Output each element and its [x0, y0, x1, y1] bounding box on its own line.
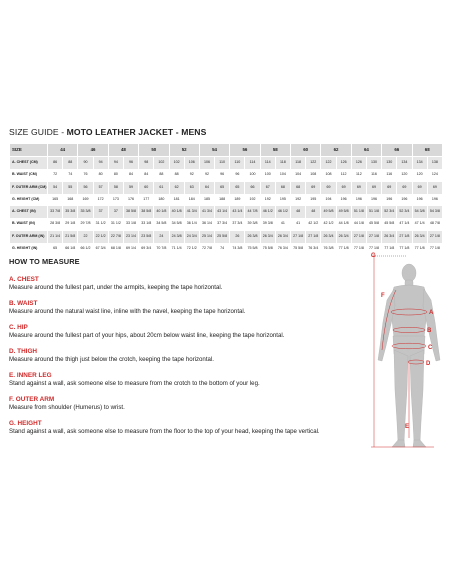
table-cell: 26 3/4	[412, 231, 427, 244]
table-cell: 39 3/8	[260, 218, 275, 231]
table-cell: 41 3/4	[184, 206, 199, 219]
label-a: A	[429, 310, 434, 316]
table-cell: 27 1/8	[291, 231, 306, 244]
table-cell: 65	[230, 182, 245, 195]
table-cell: 189	[230, 194, 245, 207]
table-cell: 25 5/8	[215, 231, 230, 244]
table-cell: 120	[412, 169, 427, 182]
table-cell: 173	[108, 194, 123, 207]
table-cell: 59	[123, 182, 138, 195]
table-cell: 196	[382, 194, 397, 207]
table-cell: 23 1/4	[123, 231, 138, 244]
table-cell: 24 3/8	[169, 231, 184, 244]
table-cell: 42 1/2	[321, 218, 336, 231]
table-cell: 58	[108, 182, 123, 195]
table-row	[10, 231, 443, 244]
section-text: Measure around the fullest part of your hips, about 20cm below waist line, keeping the tape horizontal.	[9, 332, 285, 339]
table-cell: 27 1/8	[306, 231, 321, 244]
table-cell: 94	[93, 157, 108, 170]
body-measurement-figure	[366, 250, 446, 456]
table-cell: 86	[48, 157, 63, 170]
table-cell: 120	[397, 169, 412, 182]
title-prefix: SIZE GUIDE -	[9, 127, 67, 137]
row-label: G. HEIGHT (IN)	[10, 243, 48, 256]
size-header-cell: 44	[48, 144, 78, 157]
row-label: B. WAIST (CM)	[10, 169, 48, 182]
table-cell: 22 1/2	[93, 231, 108, 244]
table-cell: 69	[382, 182, 397, 195]
table-cell: 108	[321, 169, 336, 182]
section-title: D. THIGH	[9, 348, 38, 355]
row-label: B. WAIST (IN)	[10, 218, 48, 231]
table-cell: 33 1/8	[139, 218, 154, 231]
table-cell: 112	[336, 169, 351, 182]
table-cell: 126	[351, 157, 366, 170]
table-cell: 29 1/8	[63, 218, 78, 231]
table-cell: 134	[412, 157, 427, 170]
table-cell: 75 5/8	[260, 243, 275, 256]
table-cell: 26 3/4	[336, 231, 351, 244]
table-cell: 44 1/8	[336, 218, 351, 231]
table-cell: 27 1/8	[427, 231, 442, 244]
measure-section-chest	[9, 276, 365, 292]
section-title: A. CHEST	[9, 276, 39, 283]
table-row	[10, 182, 443, 195]
table-cell: 138	[427, 157, 442, 170]
table-cell: 92	[184, 169, 199, 182]
table-cell: 100	[260, 169, 275, 182]
measure-section-inner-leg	[9, 372, 365, 388]
table-cell: 69	[397, 182, 412, 195]
table-cell: 75 5/8	[291, 243, 306, 256]
table-cell: 26	[230, 231, 245, 244]
table-cell: 35 3/8	[78, 206, 93, 219]
section-text: Measure around the fullest part, under the armpits, keeping the tape horizontal.	[9, 284, 223, 291]
section-title: C. HIP	[9, 324, 28, 331]
row-label: A. CHEST (IN)	[10, 206, 48, 219]
table-cell: 40 1/8	[154, 206, 169, 219]
table-cell: 54 3/8	[427, 206, 442, 219]
size-header-cell: 52	[169, 144, 199, 157]
table-cell: 33 7/8	[48, 206, 63, 219]
table-cell: 72	[48, 169, 63, 182]
table-cell: 29 7/8	[78, 218, 93, 231]
table-cell: 92	[199, 169, 214, 182]
table-cell: 36 1/4	[199, 218, 214, 231]
table-cell: 49 5/8	[336, 206, 351, 219]
table-cell: 71 1/4	[169, 243, 184, 256]
table-cell: 72 7/8	[199, 243, 214, 256]
table-cell: 104	[275, 169, 290, 182]
size-header-cell: 56	[230, 144, 260, 157]
table-cell: 69	[427, 182, 442, 195]
table-cell: 84	[123, 169, 138, 182]
table-row	[10, 206, 443, 219]
table-cell: 69	[412, 182, 427, 195]
table-cell: 26 3/4	[382, 231, 397, 244]
table-cell: 116	[366, 169, 381, 182]
table-cell: 80	[108, 169, 123, 182]
table-cell: 47 1/4	[397, 218, 412, 231]
table-cell: 27 1/8	[366, 231, 381, 244]
table-cell: 110	[230, 157, 245, 170]
table-cell: 180	[154, 194, 169, 207]
table-cell: 100	[245, 169, 260, 182]
section-title: F. OUTER ARM	[9, 396, 55, 403]
table-cell: 177	[139, 194, 154, 207]
table-cell: 94	[108, 157, 123, 170]
table-cell: 72 1/2	[184, 243, 199, 256]
table-cell: 42 1/2	[306, 218, 321, 231]
table-cell: 69	[306, 182, 321, 195]
table-cell: 122	[306, 157, 321, 170]
table-cell: 34 5/8	[169, 218, 184, 231]
section-title: G. HEIGHT	[9, 420, 42, 427]
table-cell: 116	[382, 169, 397, 182]
table-cell: 192	[245, 194, 260, 207]
section-text: Stand against a wall, ask someone else to measure from the floor to the top of your head, keeping the tape vertical.	[9, 428, 320, 435]
table-cell: 77 1/8	[412, 243, 427, 256]
table-cell: 76 3/8	[321, 243, 336, 256]
label-g: G	[371, 253, 376, 259]
size-header-row	[10, 144, 443, 157]
table-cell: 65	[48, 243, 63, 256]
table-cell: 33 1/8	[123, 218, 138, 231]
table-cell: 66 1/8	[63, 243, 78, 256]
measure-section-height	[9, 420, 365, 436]
table-cell: 68	[275, 182, 290, 195]
table-cell: 34 5/8	[154, 218, 169, 231]
table-cell: 112	[351, 169, 366, 182]
table-cell: 74	[215, 243, 230, 256]
table-cell: 41	[275, 218, 290, 231]
section-text: Measure from shoulder (Humerus) to wrist.	[9, 404, 125, 411]
table-cell: 28 3/8	[48, 218, 63, 231]
size-header-cell: 46	[78, 144, 108, 157]
table-cell: 88	[169, 169, 184, 182]
table-cell: 96	[215, 169, 230, 182]
measure-section-outer-arm	[9, 396, 365, 412]
section-text: Measure around the natural waist line, inline with the navel, keeping the tape horizontal.	[9, 308, 246, 315]
table-cell: 76 3/4	[306, 243, 321, 256]
table-cell: 36 1/4	[184, 218, 199, 231]
table-cell: 24	[154, 231, 169, 244]
imperial-size-table	[9, 205, 443, 256]
table-cell: 68	[291, 182, 306, 195]
table-row	[10, 218, 443, 231]
how-to-measure-heading: HOW TO MEASURE	[9, 257, 80, 266]
section-text: Stand against a wall, ask someone else to measure from the crotch to the bottom of your leg.	[9, 380, 260, 387]
size-header-cell: 62	[321, 144, 351, 157]
table-cell: 196	[366, 194, 381, 207]
table-cell: 74	[63, 169, 78, 182]
table-cell: 67	[260, 182, 275, 195]
table-cell: 41	[291, 218, 306, 231]
table-cell: 69 3/4	[139, 243, 154, 256]
table-cell: 45 5/8	[382, 218, 397, 231]
table-cell: 25 1/4	[199, 231, 214, 244]
table-cell: 102	[169, 157, 184, 170]
label-e: E	[405, 424, 410, 430]
measure-section-hip	[9, 324, 365, 340]
section-title: E. INNER LEG	[9, 372, 52, 379]
table-cell: 27 1/8	[397, 231, 412, 244]
label-d: D	[426, 361, 431, 367]
table-cell: 118	[291, 157, 306, 170]
table-cell: 106	[199, 157, 214, 170]
section-text: Measure around the thigh just below the crotch, keeping the tape horizontal.	[9, 356, 214, 363]
table-cell: 96	[230, 169, 245, 182]
table-cell: 90	[78, 157, 93, 170]
table-cell: 77 1/8	[382, 243, 397, 256]
table-cell: 69 1/4	[123, 243, 138, 256]
table-cell: 196	[397, 194, 412, 207]
table-cell: 168	[63, 194, 78, 207]
table-cell: 26 3/4	[275, 231, 290, 244]
label-c: C	[428, 345, 433, 351]
table-cell: 51 1/8	[351, 206, 366, 219]
table-cell: 37	[108, 206, 123, 219]
size-header-cell: 66	[382, 144, 412, 157]
table-cell: 62	[169, 182, 184, 195]
size-header-cell: 60	[291, 144, 321, 157]
table-cell: 104	[291, 169, 306, 182]
label-b: B	[427, 328, 432, 334]
row-label: F. OUTER ARM (IN)	[10, 231, 48, 244]
table-cell: 27 1/8	[351, 231, 366, 244]
table-cell: 88	[63, 157, 78, 170]
table-cell: 41 3/4	[199, 206, 214, 219]
title-main: MOTO LEATHER JACKET - MENS	[66, 127, 207, 137]
table-cell: 26 3/4	[321, 231, 336, 244]
table-cell: 52 3/4	[382, 206, 397, 219]
table-cell: 44 1/8	[351, 218, 366, 231]
row-label: A. CHEST (CM)	[10, 157, 48, 170]
table-cell: 74 3/8	[230, 243, 245, 256]
table-cell: 37 3/4	[230, 218, 245, 231]
label-f: F	[381, 293, 385, 299]
table-cell: 47 1/4	[412, 218, 427, 231]
table-cell: 96	[123, 157, 138, 170]
table-cell: 130	[366, 157, 381, 170]
table-cell: 63	[184, 182, 199, 195]
table-cell: 31 1/2	[108, 218, 123, 231]
table-cell: 22	[78, 231, 93, 244]
table-cell: 21 5/8	[63, 231, 78, 244]
table-cell: 39 3/8	[245, 218, 260, 231]
table-cell: 77 1/8	[336, 243, 351, 256]
table-cell: 68 1/8	[108, 243, 123, 256]
table-cell: 52 3/4	[397, 206, 412, 219]
table-cell: 45 5/8	[366, 218, 381, 231]
table-cell: 108	[306, 169, 321, 182]
table-cell: 61	[154, 182, 169, 195]
table-cell: 184	[184, 194, 199, 207]
table-row	[10, 157, 443, 170]
table-cell: 37 3/4	[215, 218, 230, 231]
table-cell: 122	[321, 157, 336, 170]
table-cell: 114	[260, 157, 275, 170]
table-cell: 56	[78, 182, 93, 195]
table-cell: 165	[48, 194, 63, 207]
table-cell: 54	[48, 182, 63, 195]
table-cell: 172	[93, 194, 108, 207]
table-cell: 196	[351, 194, 366, 207]
page-title	[9, 127, 206, 137]
table-cell: 196	[427, 194, 442, 207]
size-header-cell: 54	[199, 144, 229, 157]
table-cell: 24 3/4	[184, 231, 199, 244]
table-cell: 67 3/4	[93, 243, 108, 256]
table-cell: 57	[93, 182, 108, 195]
table-cell: 176	[123, 194, 138, 207]
table-cell: 88	[154, 169, 169, 182]
table-cell: 43 1/4	[230, 206, 245, 219]
table-cell: 37	[93, 206, 108, 219]
table-cell: 196	[412, 194, 427, 207]
table-cell: 66	[245, 182, 260, 195]
table-row	[10, 169, 443, 182]
table-cell: 169	[78, 194, 93, 207]
table-cell: 106	[184, 157, 199, 170]
table-cell: 48	[306, 206, 321, 219]
table-cell: 185	[199, 194, 214, 207]
table-cell: 69	[321, 182, 336, 195]
table-cell: 26 3/8	[245, 231, 260, 244]
table-cell: 69	[336, 182, 351, 195]
table-cell: 126	[336, 157, 351, 170]
table-cell: 188	[215, 194, 230, 207]
table-cell: 124	[427, 169, 442, 182]
table-cell: 192	[291, 194, 306, 207]
table-cell: 84	[139, 169, 154, 182]
section-title: B. WAIST	[9, 300, 38, 307]
table-cell: 77 1/8	[427, 243, 442, 256]
size-header-label: SIZE	[10, 144, 48, 157]
table-cell: 69	[366, 182, 381, 195]
table-cell: 31 1/2	[93, 218, 108, 231]
size-header-cell: 68	[412, 144, 443, 157]
table-cell: 75 5/8	[245, 243, 260, 256]
table-cell: 49 5/8	[321, 206, 336, 219]
table-cell: 134	[397, 157, 412, 170]
table-cell: 114	[245, 157, 260, 170]
table-cell: 102	[154, 157, 169, 170]
table-cell: 21 1/4	[48, 231, 63, 244]
table-cell: 77 1/8	[351, 243, 366, 256]
table-cell: 65	[215, 182, 230, 195]
table-cell: 118	[275, 157, 290, 170]
table-cell: 77 1/8	[397, 243, 412, 256]
table-cell: 60	[139, 182, 154, 195]
table-cell: 55	[63, 182, 78, 195]
row-label: G. HEIGHT (CM)	[10, 194, 48, 207]
table-cell: 51 1/8	[366, 206, 381, 219]
table-cell: 69	[351, 182, 366, 195]
table-cell: 195	[306, 194, 321, 207]
size-header-cell: 50	[139, 144, 169, 157]
row-label: F. OUTER ARM (CM)	[10, 182, 48, 195]
table-cell: 38 5/8	[123, 206, 138, 219]
table-cell: 192	[260, 194, 275, 207]
table-cell: 38 5/8	[139, 206, 154, 219]
table-cell: 48 7/8	[427, 218, 442, 231]
size-header-cell: 58	[260, 144, 290, 157]
table-cell: 70 7/8	[154, 243, 169, 256]
table-cell: 43 1/4	[215, 206, 230, 219]
table-cell: 196	[336, 194, 351, 207]
table-cell: 80	[93, 169, 108, 182]
table-cell: 181	[169, 194, 184, 207]
table-cell: 110	[215, 157, 230, 170]
table-cell: 66 1/2	[78, 243, 93, 256]
table-cell: 54 3/8	[412, 206, 427, 219]
table-cell: 76	[78, 169, 93, 182]
table-cell: 35 3/8	[63, 206, 78, 219]
table-cell: 23 5/8	[139, 231, 154, 244]
table-cell: 22 7/8	[108, 231, 123, 244]
size-header-cell: 64	[351, 144, 381, 157]
table-cell: 77 1/8	[366, 243, 381, 256]
table-cell: 195	[275, 194, 290, 207]
measure-section-thigh	[9, 348, 365, 364]
table-cell: 46 1/2	[260, 206, 275, 219]
table-cell: 40 1/8	[169, 206, 184, 219]
size-header-cell: 48	[108, 144, 138, 157]
table-cell: 194	[321, 194, 336, 207]
table-cell: 76 3/4	[275, 243, 290, 256]
table-cell: 64	[199, 182, 214, 195]
metric-size-table	[9, 143, 443, 207]
measure-section-waist	[9, 300, 365, 316]
table-cell: 46 1/2	[275, 206, 290, 219]
table-cell: 44 7/8	[245, 206, 260, 219]
table-cell: 98	[139, 157, 154, 170]
table-cell: 26 3/4	[260, 231, 275, 244]
table-cell: 130	[382, 157, 397, 170]
table-cell: 48	[291, 206, 306, 219]
